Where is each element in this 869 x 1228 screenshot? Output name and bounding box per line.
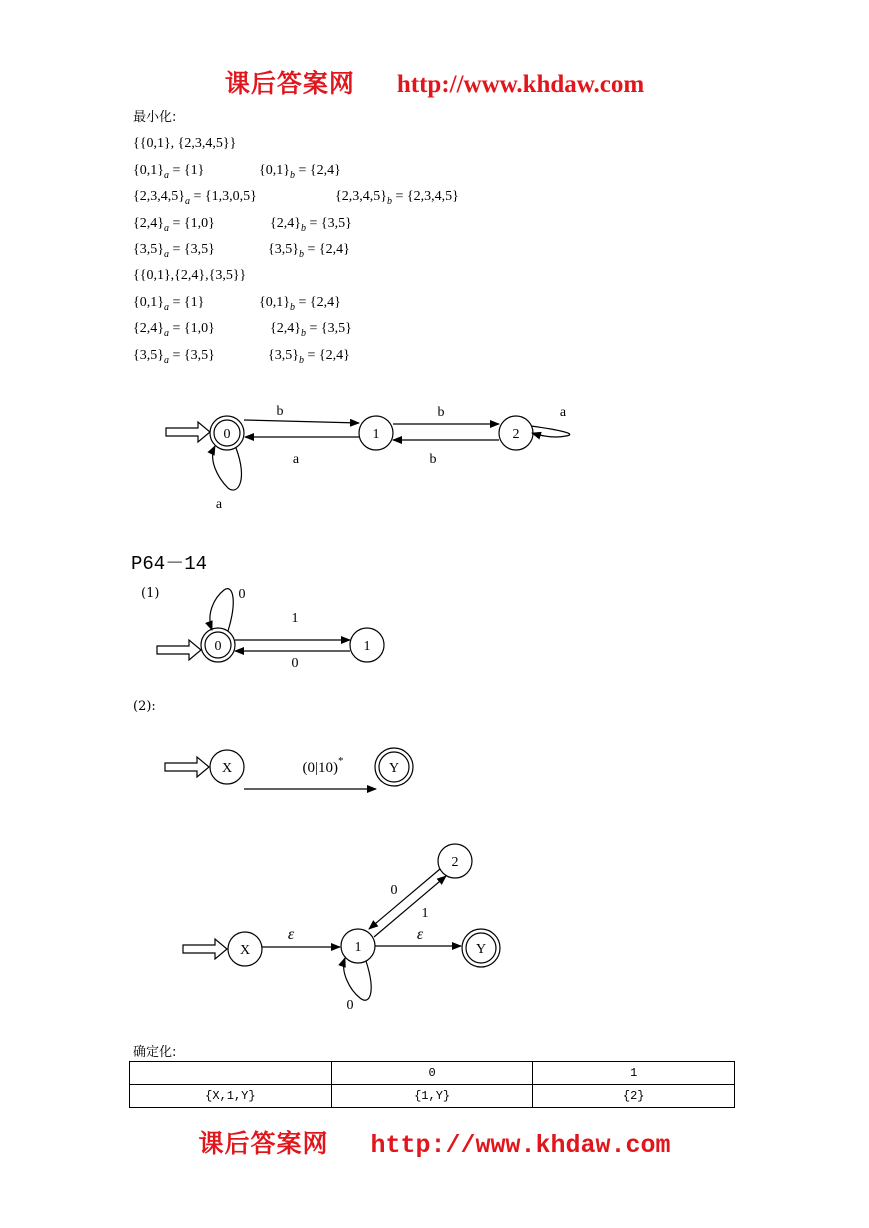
start-arrow — [166, 422, 210, 442]
loop-0-label: a — [215, 497, 223, 512]
state-2-label: 2 — [451, 855, 459, 870]
state-1-label: 1 — [363, 639, 371, 654]
edge-1-2-label: 1 — [421, 906, 429, 921]
page-footer — [0, 1124, 869, 1160]
site-name: 课后答案网 — [198, 1129, 329, 1158]
table-header-row — [130, 1062, 735, 1085]
eq-row: $\{2,4\}_a = \{1,0\}$ $\{2,4\}_b = \{3,5\}$ — [133, 216, 352, 234]
edge-2-1-label: 0 — [390, 883, 398, 898]
loop-0 — [213, 446, 242, 490]
edge-X-1-label: ε — [287, 926, 295, 943]
eq-row: $\{3,5\}_a = \{3,5\}$ $\{3,5\}_b = \{2,4\}$ — [133, 348, 350, 366]
eq-row: $\{0,1\}_a = \{1\}$ $\{0,1\}_b = \{2,4\}$ — [133, 295, 341, 313]
edge-1-2 — [374, 876, 446, 937]
part2-nfa-diagram — [183, 844, 500, 1013]
part1-label: (1) — [141, 586, 160, 601]
eq-row: $\{0,1\}_a = \{1\}$ $\{0,1\}_b = \{2,4\}$ — [133, 163, 341, 181]
edge-1-0-label: 0 — [291, 656, 299, 671]
edge-1-2-label: b — [437, 405, 445, 420]
edge-2-1 — [369, 869, 440, 929]
eq-row: $\{3,5\}_a = \{3,5\}$ $\{3,5\}_b = \{2,4\}$ — [133, 242, 350, 260]
determinize-title: 确定化: — [133, 1045, 177, 1060]
part1-diagram — [157, 587, 384, 671]
loop-1-label: 0 — [346, 998, 354, 1013]
loop-2 — [531, 426, 570, 437]
state-Y-label: Y — [388, 761, 400, 776]
minimize-title: 最小化: — [133, 110, 177, 125]
eq-row: $\{2,3,4,5\}_a = \{1,3,0,5\}$ $\{2,3,4,5\}_b = \{2,3,4,5\}$ — [133, 189, 459, 207]
state-2-label: 2 — [512, 427, 520, 442]
state-1-label: 1 — [354, 940, 362, 955]
edge-0-1-label: 1 — [291, 611, 299, 626]
table-cell: {2} — [533, 1085, 735, 1108]
table-header-cell: 1 — [533, 1062, 735, 1085]
start-arrow — [165, 757, 209, 777]
edge-1-0-label: a — [292, 452, 300, 467]
state-Y-label: Y — [475, 942, 487, 957]
start-arrow — [183, 939, 227, 959]
start-arrow — [157, 640, 201, 660]
section-title: P64－14 — [131, 553, 208, 575]
table-row — [130, 1085, 735, 1108]
loop-2-label: a — [559, 405, 567, 420]
loop-0-label: 0 — [238, 587, 246, 602]
edge-0-1 — [244, 420, 359, 423]
edge-1-Y-label: ε — [416, 926, 424, 943]
eq-row: $\{2,4\}_a = \{1,0\}$ $\{2,4\}_b = \{3,5\}$ — [133, 321, 352, 339]
loop-1 — [344, 958, 371, 1000]
part2-label: (2): — [133, 699, 156, 714]
second-partition: {{0,1},{2,4},{3,5}} — [133, 268, 247, 283]
table-cell: {1,Y} — [331, 1085, 533, 1108]
state-X-label: X — [239, 943, 251, 958]
table-header-cell — [130, 1062, 332, 1085]
edge-2-1-label: b — [429, 452, 437, 467]
state-0-label: 0 — [223, 427, 231, 442]
site-name: 课后答案网 — [224, 69, 355, 98]
initial-partition: {{0,1}, {2,3,4,5}} — [133, 136, 237, 151]
loop-0 — [210, 589, 233, 631]
dfa-minimized-diagram — [166, 404, 570, 512]
part2-regex-diagram — [165, 748, 413, 789]
state-1-label: 1 — [372, 427, 380, 442]
determinize-table — [129, 1061, 735, 1108]
site-url[interactable]: http://www.khdaw.com — [370, 1131, 671, 1160]
table-cell: {X,1,Y} — [130, 1085, 332, 1108]
table-header-cell: 0 — [331, 1062, 533, 1085]
state-X-label: X — [221, 761, 233, 776]
site-url[interactable]: http://www.khdaw.com — [396, 71, 645, 98]
edge-0-1-label: b — [276, 404, 284, 419]
state-0-label: 0 — [214, 639, 222, 654]
regex-label: (0|10)* — [302, 755, 344, 776]
